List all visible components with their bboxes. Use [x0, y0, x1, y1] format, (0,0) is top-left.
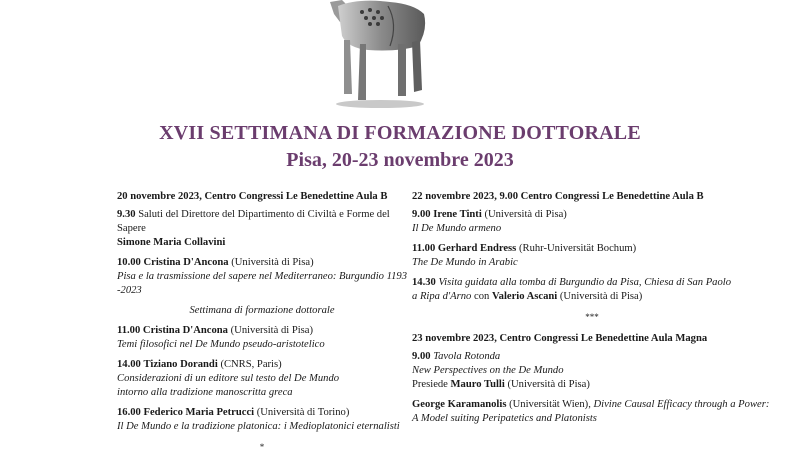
time: 14.00	[117, 359, 141, 370]
talk-title: The De Mundo in Arabic	[412, 257, 518, 268]
affiliation: (Università di Pisa)	[507, 379, 590, 390]
talk-title: New Perspectives on the De Mundo	[412, 365, 564, 376]
talk-title: intorno alla tradizione manoscritta greca	[117, 387, 293, 398]
talk-title: Il De Mundo armeno	[412, 223, 502, 234]
speaker: Tiziano Dorandi	[143, 359, 218, 370]
talk-title: Il De Mundo e la tradizione platonica: i Medioplatonici eternalisti	[117, 421, 400, 432]
affiliation: (Universität Wien),	[509, 399, 591, 410]
time: 14.30	[412, 277, 436, 288]
program-item	[117, 358, 407, 400]
affiliation: (Università di Torino)	[256, 407, 350, 418]
program-item	[117, 208, 407, 250]
day-heading: 20 novembre 2023, Centro Congressi Le Benedettine Aula B	[117, 191, 388, 202]
item-text: Visita guidata alla tomba di Burgundio da Pisa, Chiesa di San Paolo	[438, 277, 732, 288]
time: 10.00	[117, 257, 141, 268]
speaker: Irene Tinti	[433, 209, 482, 220]
section-label: Settimana di formazione dottorale	[189, 305, 335, 316]
item-text: a Ripa d'Arno	[412, 291, 472, 302]
talk-title: Temi filosofici nel De Mundo pseudo-aristotelico	[117, 339, 325, 350]
program-item	[412, 350, 772, 392]
item-text: Tavola Rotonda	[433, 351, 501, 362]
program-item	[412, 398, 772, 426]
chair-label: Presiede	[412, 379, 448, 390]
talk-title: Pisa e la trasmissione del sapere nel Mediterraneo: Burgundio 1193 -2023	[117, 271, 408, 296]
affiliation: (Università di Pisa)	[230, 325, 314, 336]
time: 9.00	[412, 209, 431, 220]
talk-title: A Model suiting Peripatetics and Platonists	[412, 413, 597, 424]
program-item	[117, 256, 407, 298]
speaker: Simone Maria Collavini	[117, 237, 226, 248]
program-item	[117, 406, 407, 434]
speaker: Cristina D'Ancona	[143, 257, 229, 268]
program-left-column	[117, 190, 407, 462]
program-right-column	[412, 190, 772, 432]
speaker: Cristina D'Ancona	[142, 325, 228, 336]
time: 11.00	[412, 243, 436, 254]
horse-statue-icon	[328, 0, 432, 108]
event-dates: Pisa, 20-23 novembre 2023	[286, 149, 514, 171]
speaker: Gerhard Endress	[437, 243, 517, 254]
affiliation: (Ruhr-Universität Bochum)	[518, 243, 637, 254]
speaker: Federico Maria Petrucci	[143, 407, 255, 418]
separator: ***	[585, 312, 599, 322]
speaker: Valerio Ascani	[491, 291, 558, 302]
affiliation: (CNRS, Paris)	[220, 359, 282, 370]
time: 9.00	[412, 351, 431, 362]
affiliation: (Università di Pisa)	[559, 291, 643, 302]
event-title: XVII SETTIMANA DI FORMAZIONE DOTTORALE	[159, 122, 641, 144]
separator: *	[259, 442, 265, 452]
with-label: con	[474, 291, 490, 302]
item-text: Saluti del Direttore del Dipartimento di Civiltà e Forme del Sapere	[117, 209, 390, 234]
speaker: Mauro Tulli	[450, 379, 505, 390]
affiliation: (Università di Pisa)	[231, 257, 314, 268]
day-heading: 22 novembre 2023, 9.00 Centro Congressi Le Benedettine Aula B	[412, 191, 704, 202]
time: 11.00	[117, 325, 141, 336]
program-item	[412, 208, 772, 236]
program-item	[412, 242, 772, 270]
time: 16.00	[117, 407, 141, 418]
talk-title: Considerazioni di un editore sul testo del De Mundo	[117, 373, 340, 384]
talk-title: Divine Causal Efficacy through a Power:	[593, 399, 770, 410]
day-heading: 23 novembre 2023, Centro Congressi Le Benedettine Aula Magna	[412, 333, 708, 344]
time: 9.30	[117, 209, 136, 220]
affiliation: (Università di Pisa)	[484, 209, 567, 220]
program-item	[412, 276, 772, 304]
speaker: George Karamanolis	[412, 399, 507, 410]
program-item	[117, 324, 407, 352]
